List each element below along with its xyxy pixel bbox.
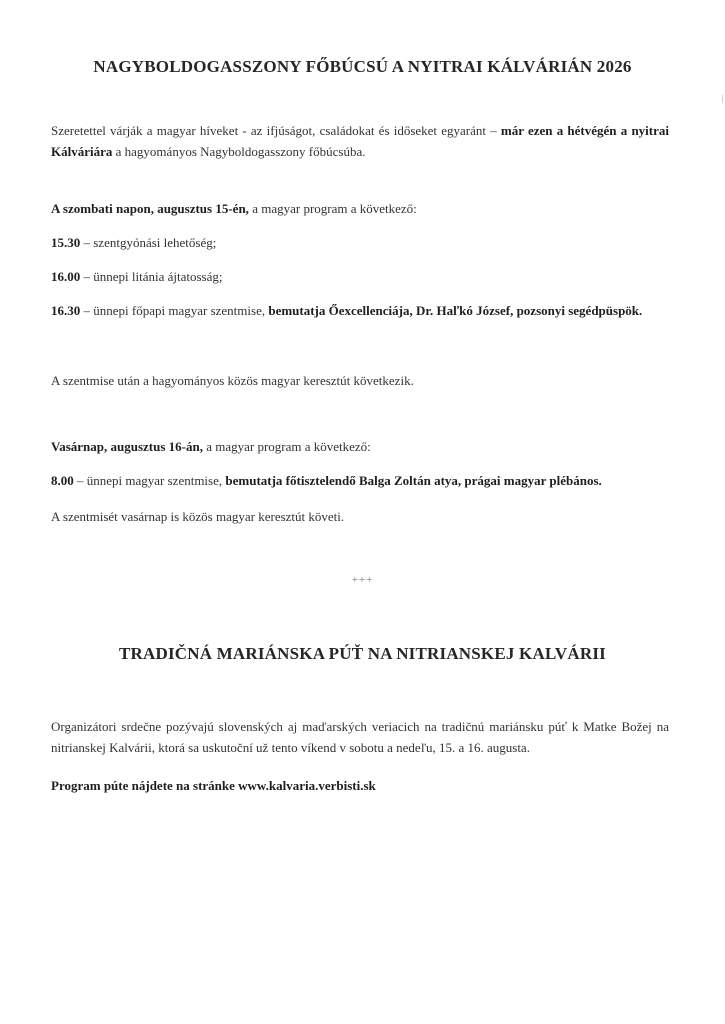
time-1530: 15.30 xyxy=(51,235,81,250)
program-item-1630 xyxy=(51,300,669,321)
slovak-title: TRADIČNÁ MARIÁNSKA PÚŤ NA NITRIANSKEJ KALVÁRII xyxy=(118,644,606,663)
after-mass-note: A szentmise után a hagyományos közös magyar keresztút következik. xyxy=(51,373,414,388)
sunday-text: a magyar program a következő: xyxy=(202,439,371,454)
saturday-text: a magyar program a következő: xyxy=(248,201,417,216)
intro-bold: már ezen a hétvégén a nyitrai Kálváriára xyxy=(51,123,669,159)
item-1600-text: – ünnepi litánia ájtatosság; xyxy=(80,269,223,284)
item-1630-text: – ünnepi főpapi magyar szentmise, xyxy=(80,303,269,318)
sunday-after-note: A szentmisét vasárnap is közös magyar keresztút követi. xyxy=(51,509,345,524)
sunday-heading xyxy=(51,436,669,457)
time-800: 8.00 xyxy=(51,473,74,488)
time-1600: 16.00 xyxy=(51,269,81,284)
item-1630-celebrant: bemutatja Őexcellenciája, Dr. Haľkó József, pozsonyi segédpüspök. xyxy=(268,303,643,318)
time-1630: 16.30 xyxy=(51,303,81,318)
item-800-text: – ünnepi magyar szentmise, xyxy=(73,473,226,488)
saturday-date: A szombati napon, augusztus 15-én, xyxy=(51,201,249,216)
item-1530-text: – szentgyónási lehetőség; xyxy=(80,235,217,250)
slovak-program-link: Program púte nájdete na stránke www.kalvaria.verbisti.sk xyxy=(51,778,376,793)
section-divider: +++ xyxy=(351,574,374,586)
item-800-celebrant: bemutatja főtisztelendő Balga Zoltán atya, prágai magyar plébános. xyxy=(225,473,602,488)
program-item-800 xyxy=(51,470,669,491)
sunday-date: Vasárnap, augusztus 16-án, xyxy=(51,439,203,454)
slovak-intro: Organizátori srdečne pozývajú slovenských aj maďarských veriacich na tradičnú mariánsku púť k Matke Božej na nitrianskej Kalvárii, ktorá sa uskutoční už tento víkend v sobotu a nedeľu, 15. a 16. augusta. xyxy=(51,719,669,755)
intro-text-end: a hagyományos Nagyboldogasszony főbúcsúba. xyxy=(112,144,366,159)
program-item-1600 xyxy=(51,266,669,287)
scan-edge-mark xyxy=(722,95,723,103)
hungarian-title: NAGYBOLDOGASSZONY FŐBÚCSÚ A NYITRAI KÁLVÁRIÁN 2026 xyxy=(93,57,632,76)
hungarian-intro xyxy=(51,120,669,162)
saturday-heading xyxy=(51,198,669,219)
intro-text: Szeretettel várják a magyar híveket - az ifjúságot, családokat és időseket egyaránt – xyxy=(51,123,501,138)
program-item-1530 xyxy=(51,232,669,253)
